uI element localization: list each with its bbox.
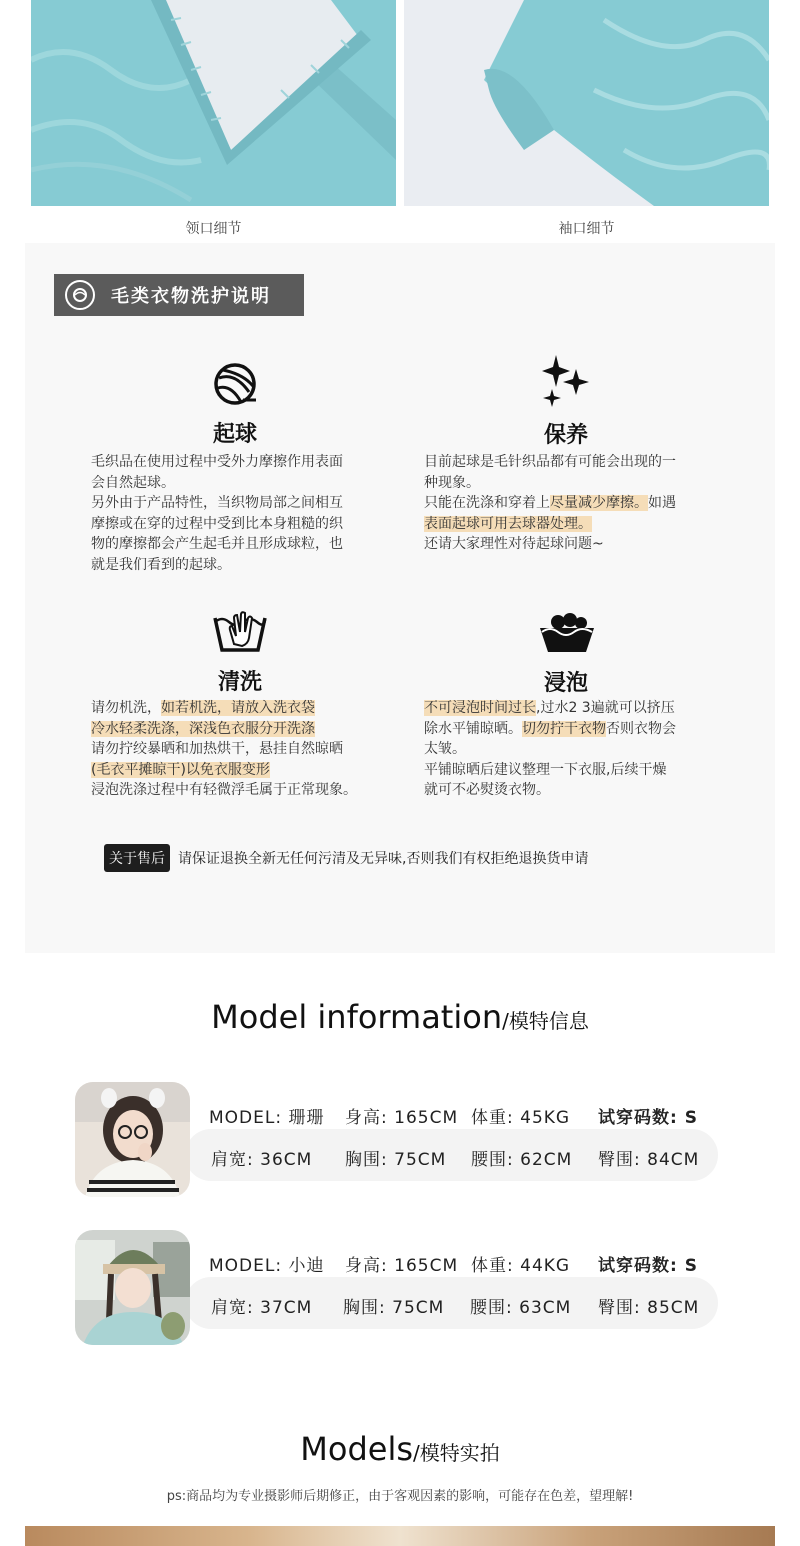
model-trial-size: 试穿码数: S [598,1108,698,1128]
model-height: 身高: 165CM [345,1108,459,1128]
neckline-caption: 领口细节 [185,221,242,237]
soaking-title: 浸泡 [543,671,588,696]
model-card-2 [75,1230,720,1345]
yarn-ball-icon [213,362,257,410]
cuff-detail-photo [404,0,769,206]
neckline-detail-photo [31,0,396,206]
model-bust: 胸围: 75CM [345,1150,447,1170]
models-title-en: Models [300,1430,413,1468]
model-waist: 腰围: 63CM [470,1298,572,1318]
model-name: MODEL: 小迪 [209,1256,325,1276]
maintenance-title: 保养 [543,423,588,448]
model-photo-strip [25,1526,775,1546]
model-avatar [75,1230,190,1345]
model-height: 身高: 165CM [345,1256,459,1276]
model-weight: 体重: 44KG [471,1256,571,1276]
model-name: MODEL: 珊珊 [209,1108,325,1128]
model-shoulder: 肩宽: 37CM [211,1298,313,1318]
after-sale-note [104,844,588,872]
sweater-cuff-image [404,0,769,206]
yarn-badge-icon [65,280,95,310]
washing-title: 清洗 [217,670,262,695]
soak-basin-icon [538,612,596,658]
model-hip: 臀围: 85CM [598,1298,700,1318]
model-information-heading [0,998,800,1036]
washing-text: 请勿机洗，如若机洗，请放入洗衣袋 冷水轻柔洗涤，深浅色衣服分开洗涤 请勿拧绞暴晒和加热烘干，悬挂自然晾晒 (毛衣平摊晾干)以免衣服变形 浸泡洗涤过程中有轻微浮毛属于正常现象。 [91,700,357,798]
pilling-text: 毛织品在使用过程中受外力摩擦作用表面 会自然起球。 另外由于产品特性，当织物局部之间相互 摩擦或在穿的过程中受到比本身粗糙的织 物的摩擦都会产生起毛并且形成球粒，也 就是我们看到的起球。 [91,454,343,573]
soaking-text: 不可浸泡时间过长,过水2 3遍就可以挤压 除水平铺晾晒。切勿拧干衣物否则衣物会 太皱。 平铺晾晒后建议整理一下衣服,后续干燥 就可不必熨烫衣物。 [424,700,676,798]
model-avatar [75,1082,190,1197]
care-header-title: 毛类衣物洗护说明 [111,286,271,307]
sweater-neckline-image [31,0,396,206]
cuff-caption: 袖口细节 [558,221,615,237]
pilling-title: 起球 [212,422,257,447]
model-card-1 [75,1082,720,1197]
models-heading [0,1430,800,1468]
hand-wash-icon [212,610,268,658]
sparkle-icon [540,355,592,411]
model-information-title-zh: /模特信息 [502,1009,589,1033]
model-waist: 腰围: 62CM [471,1150,573,1170]
model-weight: 体重: 45KG [471,1108,571,1128]
after-sale-tag: 关于售后 [104,844,170,872]
after-sale-text: 请保证退换全新无任何污清及无异味,否则我们有权拒绝退换货申请 [178,851,589,867]
maintenance-text: 目前起球是毛针织品都有可能会出现的一 种现象。 只能在洗涤和穿着上尽量减少摩擦。如遇 表面起球可用去球器处理。 还请大家理性对待起球问题~ [424,454,676,552]
model-hip: 臀围: 84CM [598,1150,700,1170]
care-header [54,274,304,316]
model-shoulder: 肩宽: 36CM [211,1150,313,1170]
model-information-title-en: Model information [211,998,503,1036]
color-disclaimer: ps:商品均为专业摄影师后期修正，由于客观因素的影响，可能存在色差，望理解! [166,1489,634,1504]
model-trial-size: 试穿码数: S [598,1256,698,1276]
models-title-zh: /模特实拍 [413,1441,500,1465]
model-bust: 胸围: 75CM [343,1298,445,1318]
